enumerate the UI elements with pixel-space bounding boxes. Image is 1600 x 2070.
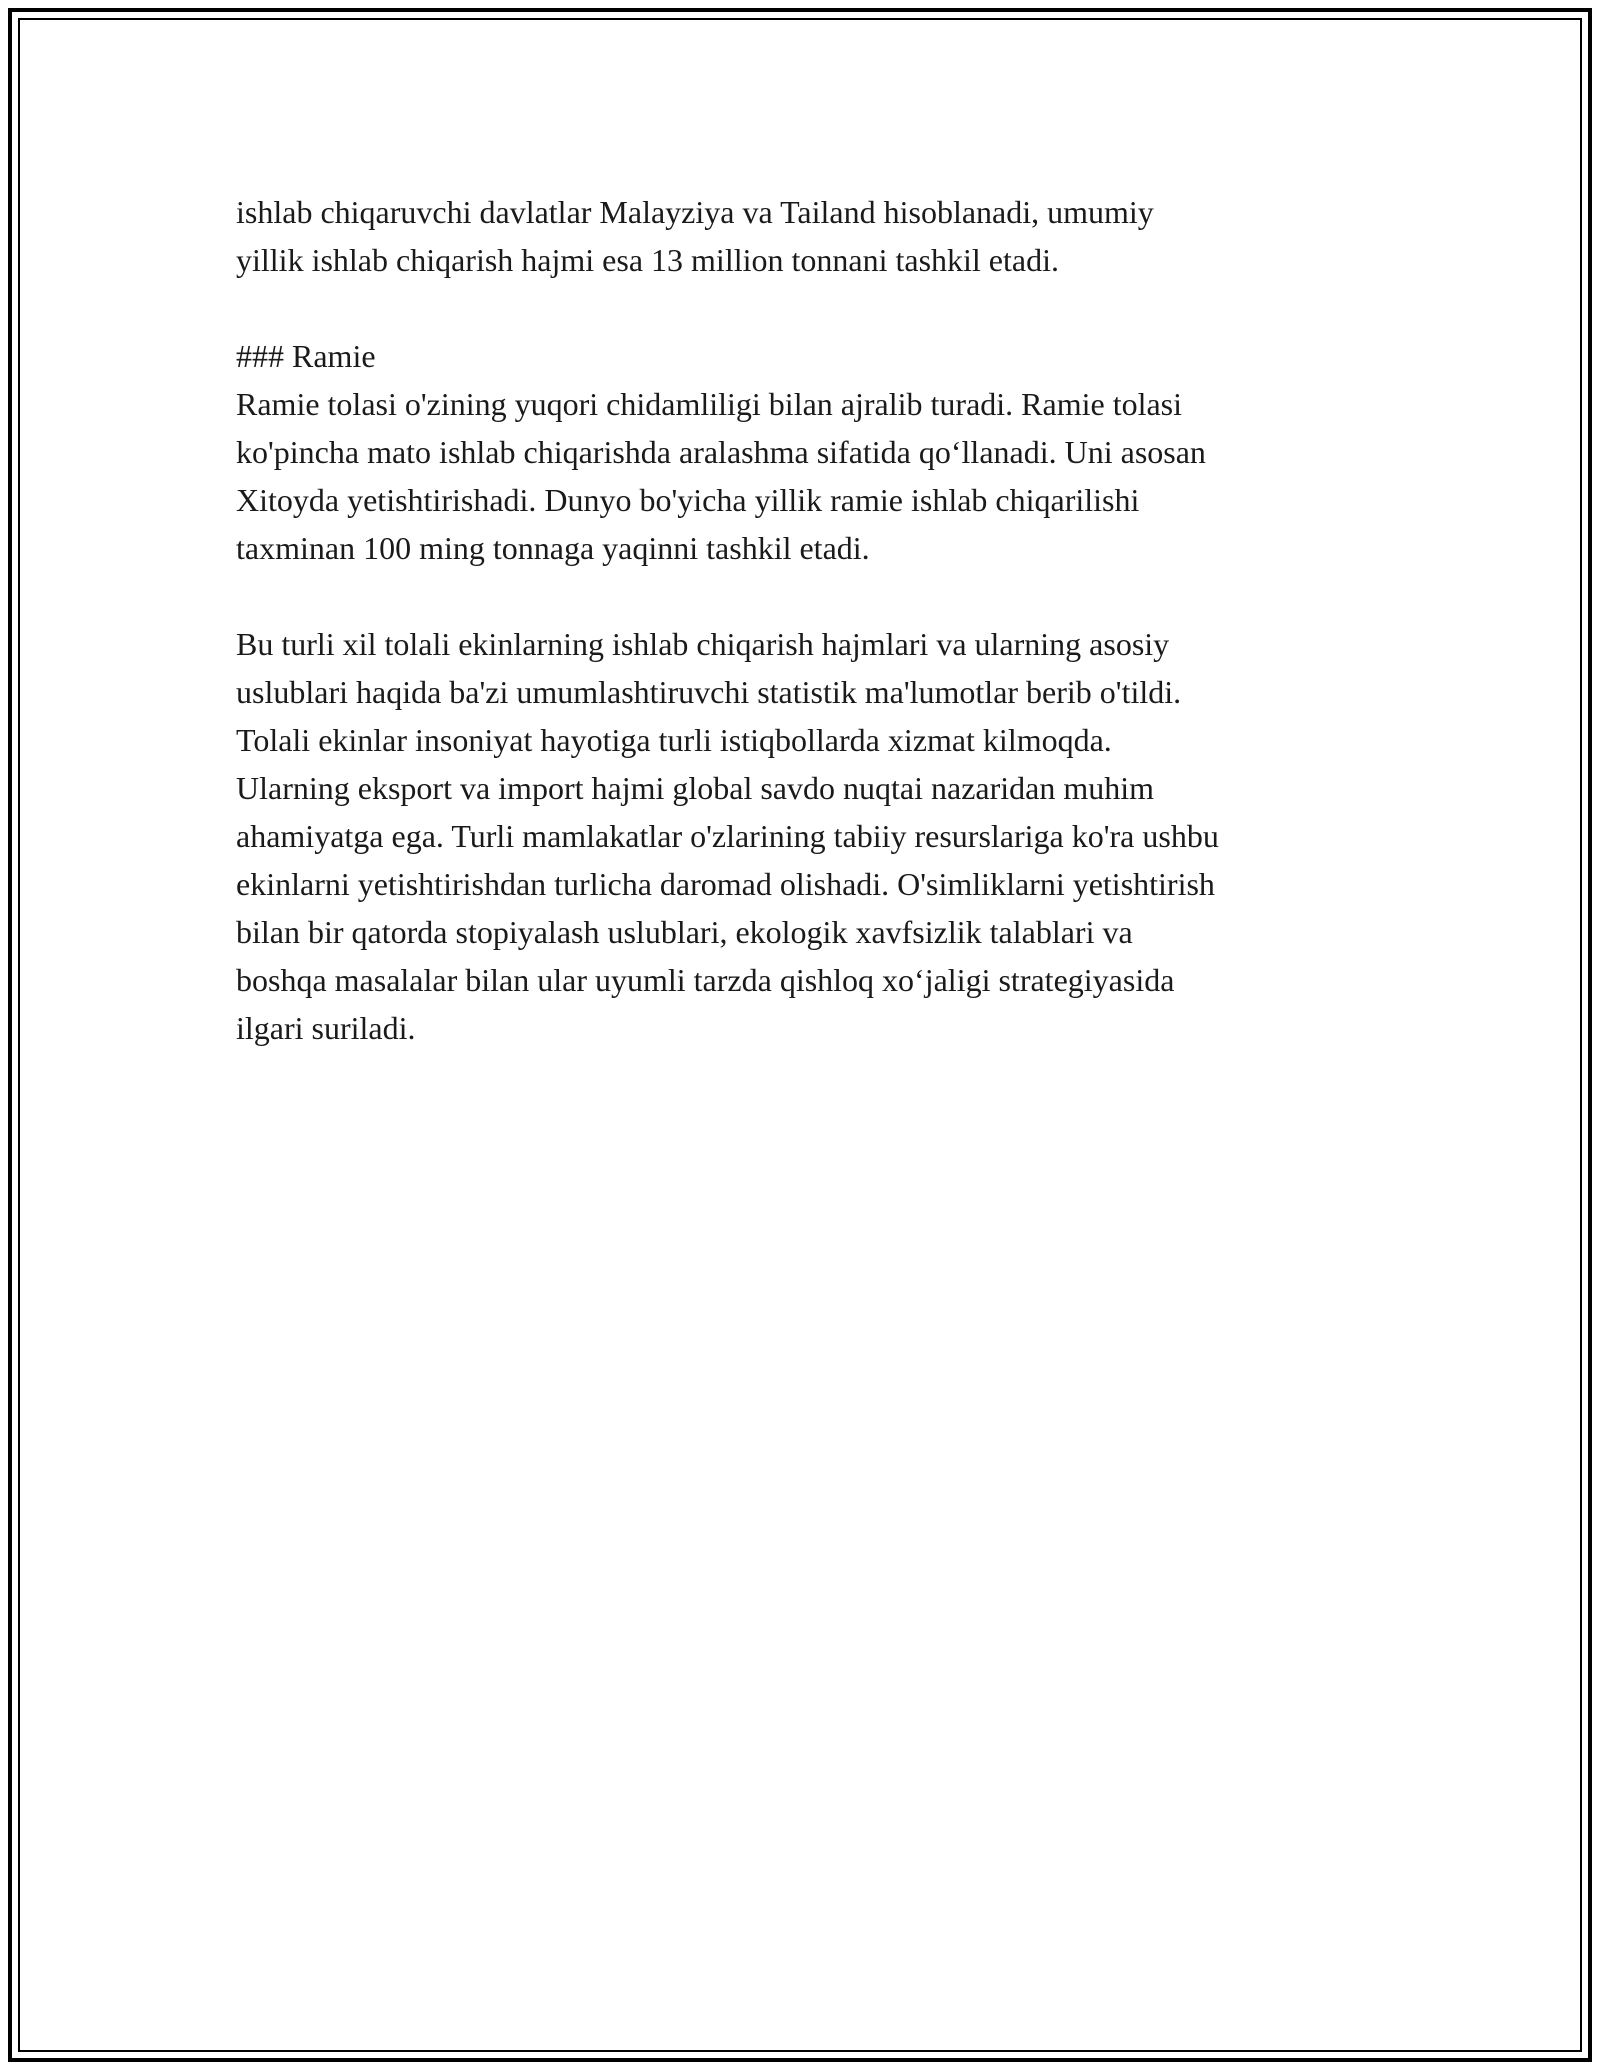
paragraph-continuation: ishlab chiqaruvchi davlatlar Malayziya va Tailand hisoblanadi, umumiy yillik ishlab chiqarish hajmi esa 13 million tonnani tashkil etadi. <box>236 194 1154 278</box>
paragraph-spacer <box>236 284 1366 332</box>
paragraph-spacer <box>236 572 1366 620</box>
paragraph-summary: Bu turli xil tolali ekinlarning ishlab chiqarish hajmlari va ularning asosiy uslublari haqida ba'zi umumlashtiruvchi statistik ma'lumotlar berib o'tildi. Tolali ekinlar insoniyat hayotiga turli istiqbollarda xizmat kilmoqda. Ularning eksport va import hajmi global savdo nuqtai nazaridan muhim ahamiyatga ega. Turli mamlakatlar o'zlarining tabiiy resurslariga ko'ra ushbu ekinlarni yetishtirishdan turlicha daromad olishadi. O'simliklarni yetishtirish bilan bir qatorda stopiyalash uslublari, ekologik xavfsizlik talablari va boshqa masalalar bilan ular uyumli tarzda qishloq xo‘jaligi strategiyasida ilgari suriladi. <box>236 626 1219 1046</box>
paragraph-ramie: Ramie tolasi o'zining yuqori chidamliligi bilan ajralib turadi. Ramie tolasi ko'pincha mato ishlab chiqarishda aralashma sifatida qo‘llanadi. Uni asosan Xitoyda yetishtirishadi. Dunyo bo'yicha yillik ramie ishlab chiqarilishi taxminan 100 ming tonnaga yaqinni tashkil etadi. <box>236 386 1206 566</box>
section-heading-ramie: ### Ramie <box>236 338 376 374</box>
document-body <box>236 188 1366 1052</box>
